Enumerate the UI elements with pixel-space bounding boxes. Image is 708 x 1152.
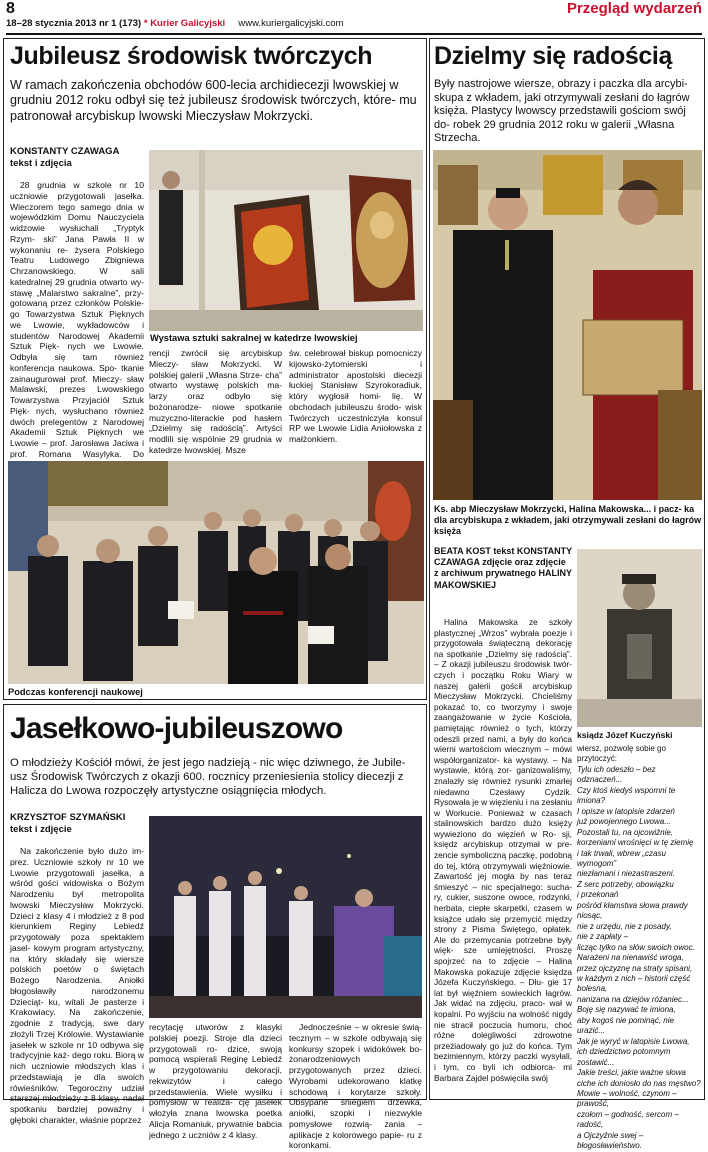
photo-conference xyxy=(8,461,424,684)
issue-line xyxy=(6,18,343,29)
paper-name: Kurier Galicyjski xyxy=(150,18,226,29)
poem-line: Boję się nazywać te imiona, xyxy=(577,1005,676,1015)
poem-line: Jakie treści, jakie ważne słowa xyxy=(577,1068,686,1078)
section-title: Przegląd wydarzeń xyxy=(566,0,702,17)
article-radosc-title: Dzielmy się radością xyxy=(434,42,672,70)
photo-archbishop-makowska xyxy=(433,150,702,500)
poem-line: I opisze w latopisie zdarzeń xyxy=(577,806,675,816)
article-jubileusz-col2: rencji zwrócił się arcybiskup Mieczy- sław Mokrzycki. W polskiej galerii „Własna Strze- cha” otwarto wystawę polskich ma- larzy oraz odbyło się bożonarodze- niowe spotkanie muzyczno-literackie pod hasłem „Dzielmy się radością”. Artyści modlili się wspólnie 29 grudnia w katedrze lwowskiej. Msze xyxy=(149,348,282,455)
poem-line: czołom – godność, sercom – radość, xyxy=(577,1109,679,1130)
photo-kuczynski xyxy=(577,549,702,727)
poem-line: licząc tylko na słów swoich owoc. xyxy=(577,942,695,952)
poem-line: w każdym z nich – historii część xyxy=(577,973,691,983)
separator: * xyxy=(143,18,148,29)
poem-line: ciche ich doniosło do nas męstwo? xyxy=(577,1078,701,1088)
poem-line: Mowie – wolność, czynom – prawość, xyxy=(577,1088,677,1109)
poem-line: i tak trwali, wbrew „czasu wymogom” xyxy=(577,848,666,868)
article-jubileusz-byline: KONSTANTY CZAWAGA tekst i zdjęcia xyxy=(10,146,120,169)
poem-line: bolesna, xyxy=(577,984,608,994)
photo-conference-image xyxy=(8,461,424,684)
poem-line: Pozostali tu, na ojcowiźnie, xyxy=(577,827,674,837)
article-radosc-col1: Halina Makowska ze szkoły plastycznej „Wrzos” wybrała poezje i przygotowała świąteczną dekorację na spotkanie „Dzielmy się radością”. – Z okazji jubileuszu środowisk twór- czych i początku Roku Wiary w naszej galerii gościł arcybiskup Mieczysław Mokrzycki. Chcieliśmy pokazać to, co tworzymy i swoje zaangażowanie w życie Kościoła, pamiętając również o tych, którzy odeszli przed nami, a były do końca wierni wartościom wiecznym – mówi współorganizator- ka wystawy. – Na wystawie, którą zor- ganizowaliśmy, znalazły się również rysunki zmarłej niedawno Czesławy Cydzik. Rysowała je w więzieniu i na zesłaniu w Workucie. Ponieważ w czasach stalinowskich bardzo dużo księży wywieziono do więzień w Ro- sji, księdz arcybiskup otrzymał w pre- zencie symboliczną paczkę, podobną do tej, którą otrzymywali więźniowie. Zawartość jej mogła by nas teraz śmieszyć – nic specjalnego: sucha- ry, cukier, suszone owoce, rodzynki, herbata, ciepłe skarpetki, czasem w książce udało się przemycić między strony z Pisma Świętego, opłatek. Ale do przemycania potrzebne były więk- sze umiejętności. Proszę spojrzeć na to zdjęcie – Halina Makowska pokazuje zdjęcie księdza Józefa Kuczyńskiego. – Dłu- gie 17 lat był więźniem sowieckich łagrów. Jak widać na zdjęciu, praco- wał w kopalni. Po wyjściu na wolność nigdy nie stracił poczucia humoru, choć różne dolegliwości zdrowotne przeżiadowały go już do końca. Tym bezimiennym, którzy paczki wysyłali, i tym, co byli ich odbiorca- mi Barbara Zajdel poświęciła swój xyxy=(434,617,572,1083)
poem-line: ich dziedzictwo potomnym zostawić... xyxy=(577,1047,671,1067)
poem-line: nie z urzędu, nie z posady, xyxy=(577,921,672,931)
caption-conference: Podczas konferencji naukowej xyxy=(8,687,143,697)
poem-line: pośród kłamstwa słowa prawdy xyxy=(577,900,688,910)
caption-archbishop-makowska: Ks. abp Mieczysław Mokrzycki, Halina Makowska... i pacz- ka dla arcybiskupa z wkładem, jaki otrzymywali zesłani do łagrów księża xyxy=(434,504,702,536)
poem-line: Z serc potrzeby, obowiązku xyxy=(577,879,674,889)
photo-sacral-exhibition xyxy=(149,150,423,331)
article-jubileusz-title: Jubileusz środowisk twórczych xyxy=(10,42,373,70)
caption-sacral-exhibition: Wystawa sztuki sakralnej w katedrze lwowskiej xyxy=(150,333,358,343)
article-jaselka-col3: Jednocześnie – w okresie świą- tecznym – w szkole odbywają się konkursy szopek i widokówek bo- żonarodzeniowych przygotowanych przez dzieci. Wyrobami udekorowano klatkę schodową i korytarze szkoły. Obsypane śniegiem drzewka, aniołki, szopki i niezwykle pomysłowe rozwią- zania – aplikacje z kolorowego papie- ru z koronkami. xyxy=(289,1022,422,1151)
article-jubileusz-lead: W ramach zakończenia obchodów 600-lecia archidiecezji lwowskiej w grudniu 2012 roku odbył się też jubileusz środowisk twórczych, które- mu patronował arcybiskup lwowski Mieczysław Mokrzycki. xyxy=(10,78,417,123)
article-jaselka-col1: Na zakończenie było dużo im- prez. Uczniowie szkoły nr 10 we Lwowie przygotowali jasełka, a wśród gości widowiska o Bożym Narodzeniu był metropolita lwowski Mieczysław Mokrzycki. Dzieci z klasy 4 i młodzież z 8 pod kierunkiem Reginy Lebiedź przygotowały poza spektaklem jasel- kowym program artystyczny, na który składały się wiersze polskich poetów o świętach Bożego Narodzenia. Aniołki błogosławiły narodzonemu Dzieciąt- ku, witali Je pasterze i Krakowiacy. Na zakończenie, zgodnie z tradycją, swe dary złożyli Trzej Królowie. Wystawianie jasełek w szkole nr 10 odbywa się tradycyjnie każ- dego roku. Biorą w nich uczniowie młodszych klas i przedstawiają je dla swoich rówieśników. Tegoroczny udział starszej młodzieży z 8 klasy, nadał spotkaniu bardziej poważny i głęboki charakter, właśnie poprzez xyxy=(10,846,144,1125)
issue-date: 18–28 stycznia 2013 nr 1 (173) xyxy=(6,18,142,29)
poem-line: niezłamani i niezastraszeni. xyxy=(577,869,675,879)
poem-line: już powojennego Lwowa... xyxy=(577,817,671,827)
article-radosc-byline: BEATA KOST tekst KONSTANTY CZAWAGA zdjęcie oraz zdjęcie z archiwum prywatnego HALINY MAKOWSKIEJ xyxy=(434,546,573,590)
header-rule xyxy=(6,33,702,35)
article-jubileusz-col1: 28 grudnia w szkole nr 10 uczniowie przygotowali jasełka. Wieczorem tego samego dnia w wojewódzkim Domu Nauczyciela widzowie wysłuchali „Tryptyk Rzym- ski” Jana Pawła II w wykonaniu re- żysera Polskiego Teatru Ludowego Zbigniewa Chrzanowskiego. W sali katedralnej 29 grudnia otwarto wy- stawę „Malarstwo sakralne”, przy- gotowaną przez członków Polskie- go Towarzystwa Sztuk Pięknych we Lwowie, wykładowców i studentów Narodowej Akademii Sztuk Pięk- nych we Lwowie. Odbyła się tam również konferencja naukowa. Spo- tkanie zainaugurował prof. Mieczy- sław Malawski, prezes Lwowskiego Towarzystwa Przyjaciół Sztuk Pięk- nych, wysłuchano również dwóch prelegentów z Narodowej Akademii Sztuk Pięknych we Lwowie – prof. Jarosława Jaciwa i prof. Romana Wasylyka. Do xyxy=(10,180,144,459)
poem-line: i przekonań xyxy=(577,890,619,900)
poem-line: aby kogoś nie pominąć, nie urazić... xyxy=(577,1015,674,1036)
photo-kuczynski-image xyxy=(577,549,702,727)
article-jubileusz-col3: św. celebrował biskup pomocniczy kijowsko-żytomierski i administrator apostolski diecezji łuckiej Stanisław Szyrokoradiuk, który wygłosił homi- lię. W obchodach jubileuszu środo- wisk Twórczych uczestniczyła konsul RP we Lwowie Lidia Aniołowska z małżonkiem. xyxy=(289,348,422,444)
photo-sacral-exhibition-image xyxy=(149,150,423,331)
article-radosc-col2 xyxy=(577,744,703,1151)
article-radosc-lead: Były nastrojowe wiersze, obrazy i paczka dla arcybi- skupa z wkładem, jaki otrzymywali zesłani do łagrów księża. Plastycy lwowscy przedstawili gościom swój do- robek 29 grudnia 2012 roku w galerii „Własna Strzecha. xyxy=(434,78,690,144)
page-number: 8 xyxy=(6,0,15,17)
photo-archbishop-makowska-image xyxy=(433,150,702,500)
article-jaselka-col2: recytację utworów z klasyki polskiej poezji. Stroje dla dzieci przygotowali ro- dzice, swoją pomocą wspierali Reginę Lebiedź w przygotowaniu dekoracji, rekwizytów i całego przedstawienia. Wiele wysiłku i pomysłów w realiza- cję jasełek włożyła znana lwowska poetka Alicja Romaniuk, prywatnie babcia jednego z uczniów z 4 klasy. xyxy=(149,1022,282,1140)
poem-line: Czy ktoś kiedyś wspomni te imiona? xyxy=(577,785,676,806)
poem-line: korzeniami wrośnięci w tę ziemię xyxy=(577,838,694,848)
article-jaselka-byline: KRZYSZTOF SZYMAŃSKI tekst i zdjęcie xyxy=(10,812,126,835)
poem-line: przez ojczyznę na straty spisani, xyxy=(577,963,693,973)
caption-kuczynski: ksiądz Józef Kuczyński xyxy=(577,730,673,740)
poem-line: nie z zapłaty – xyxy=(577,932,629,942)
photo-nativity-play-image xyxy=(149,816,422,1018)
poem-line: Jak je wyryć w latopisie Lwowa, xyxy=(577,1036,690,1046)
website-link[interactable]: www.kuriergalicyjski.com xyxy=(238,18,344,29)
poem-line: Tylu ich odeszło – bez odznaczeń... xyxy=(577,764,656,785)
article-jaselka-lead: O młodzieży Kościół mówi, że jest jego nadzieją - nic więc dziwnego, że Jubile- usz Środowisk Twórczych z okazji 600. rocznicy przeniesienia stolicy diecezji z Halicza do Lwowa rozpoczęły artystyczne osiągnięcia młodych. xyxy=(10,757,406,798)
poem-line: nanizana na dziejów różaniec... xyxy=(577,994,689,1004)
poem-line: błogosławieństwo. xyxy=(577,1141,642,1151)
poem-intro: wiersz, pozwolę sobie go przytoczyć: xyxy=(577,744,666,764)
poem-line: niosąc, xyxy=(577,911,603,921)
poem-line: Narażeni na nienawiść wroga, xyxy=(577,953,684,963)
poem-line: a Ojczyźnie swej – xyxy=(577,1130,644,1140)
photo-nativity-play xyxy=(149,816,422,1018)
poem xyxy=(577,765,703,1152)
article-jaselka-title: Jasełkowo-jubileuszowo xyxy=(10,712,343,745)
